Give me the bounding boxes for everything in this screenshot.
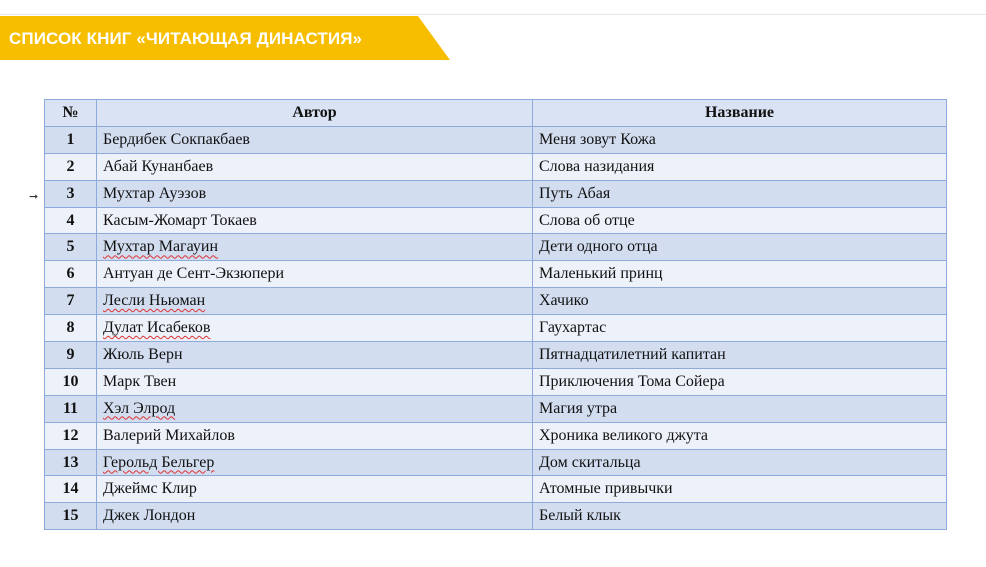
table-row xyxy=(45,422,947,449)
table-row xyxy=(45,261,947,288)
book-title-cell: Хроника великого джута xyxy=(533,422,947,449)
page-title: СПИСОК КНИГ «ЧИТАЮЩАЯ ДИНАСТИЯ» xyxy=(9,29,363,48)
table-row xyxy=(45,503,947,530)
row-number: 4 xyxy=(45,207,97,234)
book-title-cell: Атомные привычки xyxy=(533,476,947,503)
author-cell: Джек Лондон xyxy=(97,503,533,530)
author-cell xyxy=(97,234,533,261)
row-number: 15 xyxy=(45,503,97,530)
author-cell: Жюль Верн xyxy=(97,342,533,369)
row-number: 5 xyxy=(45,234,97,261)
row-number: 14 xyxy=(45,476,97,503)
table-row xyxy=(45,234,947,261)
book-title-cell: Дом скитальца xyxy=(533,449,947,476)
table-row xyxy=(45,395,947,422)
arrow-right-icon: ➞ xyxy=(29,190,39,203)
author-cell: Валерий Михайлов xyxy=(97,422,533,449)
book-title-cell: Хачико xyxy=(533,288,947,315)
row-number: 10 xyxy=(45,368,97,395)
author-cell xyxy=(97,449,533,476)
book-title-cell: Гаухартас xyxy=(533,315,947,342)
table-row xyxy=(45,207,947,234)
top-divider xyxy=(0,14,986,15)
author-cell: Абай Кунанбаев xyxy=(97,153,533,180)
book-title-cell: Пятнадцатилетний капитан xyxy=(533,342,947,369)
book-title-cell: Слова об отце xyxy=(533,207,947,234)
table-row xyxy=(45,449,947,476)
table-row xyxy=(45,180,947,207)
book-list-table xyxy=(44,99,947,530)
table-row xyxy=(45,153,947,180)
author-name-spellcheck: Дулат Исабеков xyxy=(103,319,211,337)
column-header-number: № xyxy=(45,100,97,127)
book-title-cell: Маленький принц xyxy=(533,261,947,288)
book-title-cell: Магия утра xyxy=(533,395,947,422)
row-number: 6 xyxy=(45,261,97,288)
row-number: 8 xyxy=(45,315,97,342)
table-row xyxy=(45,476,947,503)
book-title-cell: Слова назидания xyxy=(533,153,947,180)
author-cell: Антуан де Сент-Экзюпери xyxy=(97,261,533,288)
author-name-spellcheck: Герольд Бельгер xyxy=(103,453,215,471)
author-name-spellcheck: Мухтар Магауин xyxy=(103,238,219,256)
author-cell xyxy=(97,315,533,342)
table-row xyxy=(45,368,947,395)
column-header-title: Название xyxy=(533,100,947,127)
book-title-cell: Приключения Тома Сойера xyxy=(533,368,947,395)
row-number: 1 xyxy=(45,126,97,153)
author-cell: Касым-Жомарт Токаев xyxy=(97,207,533,234)
row-number: 9 xyxy=(45,342,97,369)
author-name-spellcheck: Хэл Элрод xyxy=(103,399,176,417)
book-title-cell: Белый клык xyxy=(533,503,947,530)
author-name-spellcheck: Лесли Ньюман xyxy=(103,292,206,310)
row-number: 11 xyxy=(45,395,97,422)
row-number: 7 xyxy=(45,288,97,315)
row-number: 3 xyxy=(45,180,97,207)
author-cell xyxy=(97,288,533,315)
table-row xyxy=(45,288,947,315)
table-header-row xyxy=(45,100,947,127)
author-cell: Мухтар Ауэзов xyxy=(97,180,533,207)
table-row xyxy=(45,342,947,369)
author-cell xyxy=(97,395,533,422)
author-cell: Джеймс Клир xyxy=(97,476,533,503)
table-row xyxy=(45,315,947,342)
book-title-cell: Путь Абая xyxy=(533,180,947,207)
row-number: 12 xyxy=(45,422,97,449)
row-number: 2 xyxy=(45,153,97,180)
column-header-author: Автор xyxy=(97,100,533,127)
book-title-cell: Дети одного отца xyxy=(533,234,947,261)
author-cell: Марк Твен xyxy=(97,368,533,395)
author-cell: Бердибек Сокпакбаев xyxy=(97,126,533,153)
book-title-cell: Меня зовут Кожа xyxy=(533,126,947,153)
row-number: 13 xyxy=(45,449,97,476)
table-row xyxy=(45,126,947,153)
